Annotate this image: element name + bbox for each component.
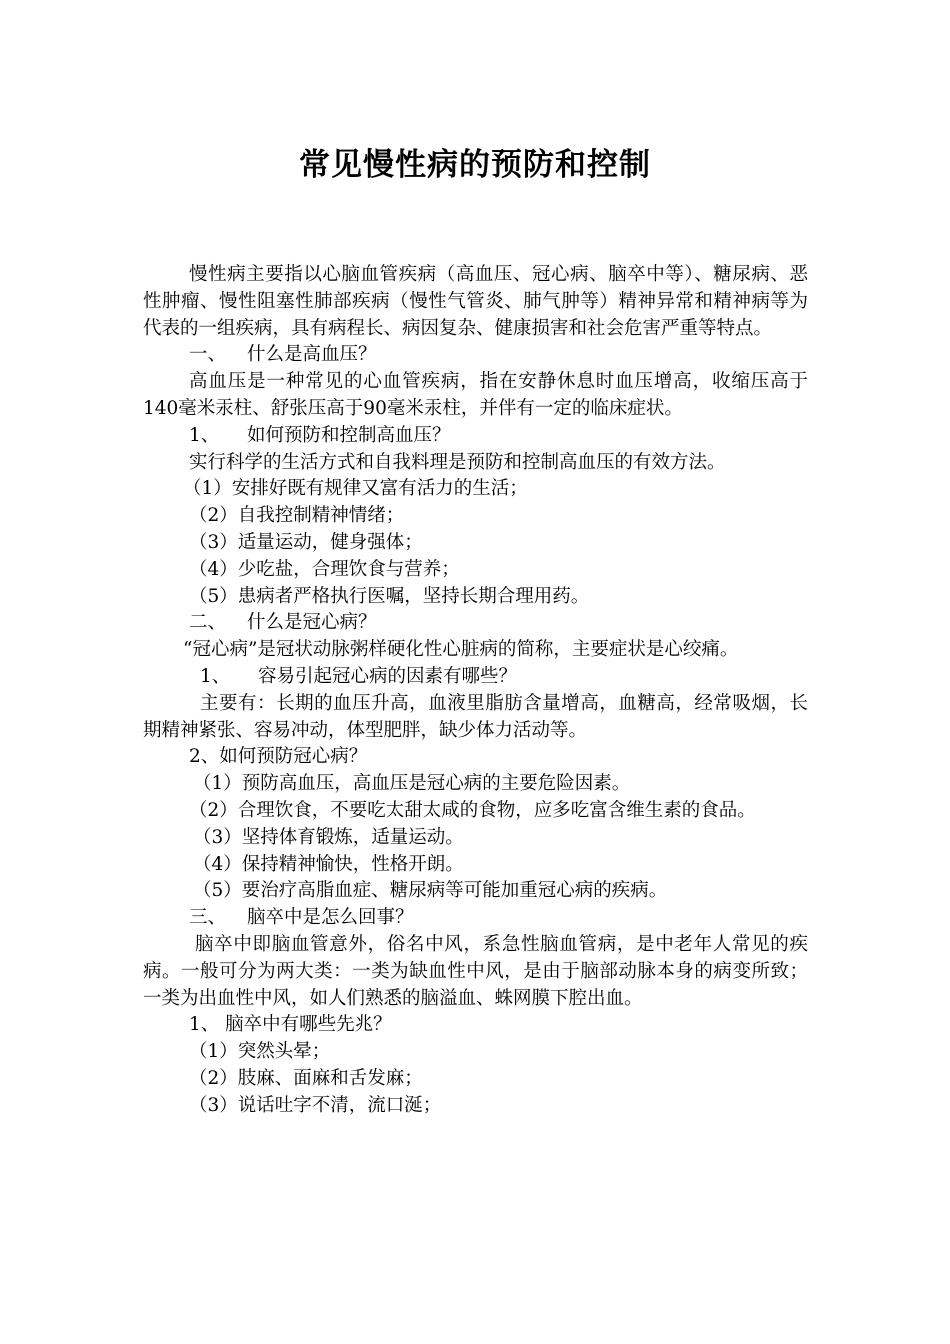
section-1-paragraph: 高血压是一种常见的心血管疾病，指在安静休息时血压增高，收缩压高于140毫米汞柱、舒张压高于90毫米汞柱，并伴有一定的临床症状。 [143, 371, 808, 419]
list-item: （2）自我控制精神情绪； [189, 505, 405, 527]
document-body [143, 262, 808, 1120]
list-item: （4）保持精神愉快，性格开朗。 [193, 853, 464, 875]
section-2-1-heading [143, 664, 808, 691]
list-item: （1）预防高血压，高血压是冠心病的主要危险因素。 [193, 773, 631, 795]
section-3-number: 三、 [189, 907, 227, 929]
list-item: （2）肢麻、面麻和舌发麻； [189, 1067, 423, 1089]
list-item: （3）坚持体育锻炼，适量运动。 [193, 826, 464, 848]
section-1-1-number: 1、 [189, 424, 220, 446]
list-item: （5）患病者严格执行医嘱，坚持长期合理用药。 [189, 585, 590, 607]
section-2-number: 二、 [189, 612, 227, 634]
section-1-1-title: 如何预防和控制高血压？ [247, 424, 451, 446]
section-1-heading [143, 342, 808, 369]
section-2-1-title: 容易引起冠心病的因素有哪些？ [258, 665, 518, 687]
section-2-title: 什么是冠心病？ [247, 612, 377, 634]
section-2-1-number: 1、 [200, 665, 231, 687]
section-2-heading [143, 610, 808, 637]
section-1-title: 什么是高血压？ [247, 344, 377, 366]
section-3-heading [143, 905, 808, 932]
list-item: （3）适量运动，健身强体； [189, 531, 423, 553]
section-3-paragraph: 脑卒中即脑血管意外，俗名中风，系急性脑血管病，是中老年人常见的疾病。一般可分为两大类：一类为缺血性中风，是由于脑部动脉本身的病变所致；一类为出血性中风，如人们熟悉的脑溢血、蛛网膜下腔出血。 [143, 933, 808, 1009]
list-item: （5）要治疗高脂血症、糖尿病等可能加重冠心病的疾病。 [193, 880, 668, 902]
section-1-1-paragraph: 实行科学的生活方式和自我料理是预防和控制高血压的有效方法。 [189, 451, 726, 473]
list-item: （4）少吃盐，合理饮食与营养； [189, 558, 460, 580]
section-2-1-paragraph: 主要有：长期的血压升高，血液里脂肪含量增高，血糖高，经常吸烟，长期精神紧张、容易冲动，体型肥胖，缺少体力活动等。 [143, 692, 808, 741]
section-2-2-heading: 2、如何预防冠心病？ [189, 746, 368, 768]
section-3-title: 脑卒中是怎么回事？ [247, 907, 414, 929]
section-1-number: 一、 [189, 344, 227, 366]
section-3-1-heading: 1、 脑卒中有哪些先兆？ [189, 1014, 392, 1036]
list-item: （1）安排好既有规律又富有活力的生活； [183, 478, 528, 500]
list-item: （1）突然头晕； [189, 1041, 331, 1063]
list-item: （2）合理饮食，不要吃太甜太咸的食物，应多吃富含维生素的食品。 [189, 799, 756, 821]
document-title: 常见慢性病的预防和控制 [299, 147, 651, 183]
section-2-paragraph: “冠心病”是冠状动脉粥样硬化性心脏病的简称，主要症状是心绞痛。 [183, 639, 739, 661]
section-1-1-heading [143, 423, 808, 450]
list-item: （3）说话吐字不清，流口涎； [189, 1094, 442, 1116]
intro-paragraph: 慢性病主要指以心脑血管疾病（高血压、冠心病、脑卒中等）、糖尿病、恶性肿瘤、慢性阻塞性肺部疾病（慢性气管炎、肺气肿等）精神异常和精神病等为代表的一组疾病，具有病程长、病因复杂、健康损害和社会危害严重等特点。 [143, 264, 808, 339]
